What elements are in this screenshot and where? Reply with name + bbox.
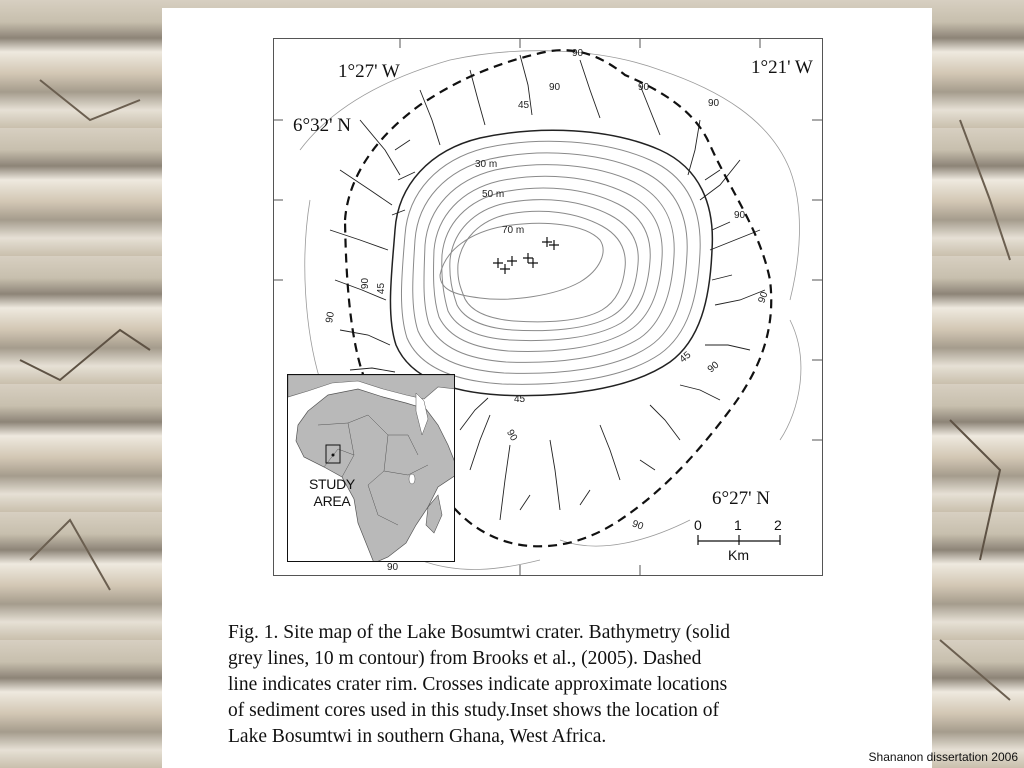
scale-bar — [692, 517, 788, 565]
scale-tick-1: 1 — [734, 517, 742, 533]
study-area-label: STUDY AREA — [309, 476, 355, 509]
elevation-label-90: 90 — [734, 210, 746, 221]
depth-label-70m: 70 m — [502, 225, 525, 236]
elevation-label-90: 90 — [504, 427, 520, 444]
caption-line: Fig. 1. Site map of the Lake Bosumtwi crater. Bathymetry (solid — [228, 622, 731, 643]
africa-inset-map — [287, 374, 455, 562]
elevation-label-90: 90 — [324, 311, 337, 324]
elevation-label-45: 45 — [376, 282, 388, 295]
north-latitude-label: 6°32' N — [293, 115, 351, 136]
elevation-label-90: 90 — [572, 48, 584, 59]
elevation-label-90: 90 — [360, 277, 372, 290]
depth-label-30m: 30 m — [475, 159, 498, 170]
south-latitude-label: 6°27' N — [712, 488, 770, 509]
scale-tick-0: 0 — [694, 517, 702, 533]
elevation-label-45: 45 — [518, 100, 530, 111]
elevation-label-90: 90 — [756, 290, 771, 305]
elevation-label-90: 90 — [708, 98, 720, 109]
elevation-label-90: 90 — [630, 518, 645, 533]
elevation-label-45: 45 — [514, 394, 526, 405]
west-longitude-label: 1°27' W — [338, 61, 400, 82]
caption-line: line indicates crater rim. Crosses indicate approximate locations — [228, 674, 728, 695]
scale-unit: Km — [728, 547, 749, 563]
elevation-label-90: 90 — [705, 359, 722, 376]
figure-caption — [228, 620, 828, 750]
scale-tick-2: 2 — [774, 517, 782, 533]
caption-line: Lake Bosumtwi in southern Ghana, West Africa. — [228, 726, 607, 747]
caption-line: grey lines, 10 m contour) from Brooks et al., (2005). Dashed — [228, 648, 702, 669]
elevation-label-90: 90 — [549, 82, 561, 93]
caption-line: of sediment cores used in this study.Inset shows the location of — [228, 700, 720, 721]
elevation-label-90: 90 — [387, 562, 399, 573]
credit-text: Shananon dissertation 2006 — [868, 750, 1018, 764]
elevation-label-45: 45 — [677, 349, 694, 366]
east-longitude-label: 1°21' W — [751, 57, 813, 78]
elevation-label-90: 90 — [638, 82, 650, 93]
depth-label-50m: 50 m — [482, 189, 505, 200]
